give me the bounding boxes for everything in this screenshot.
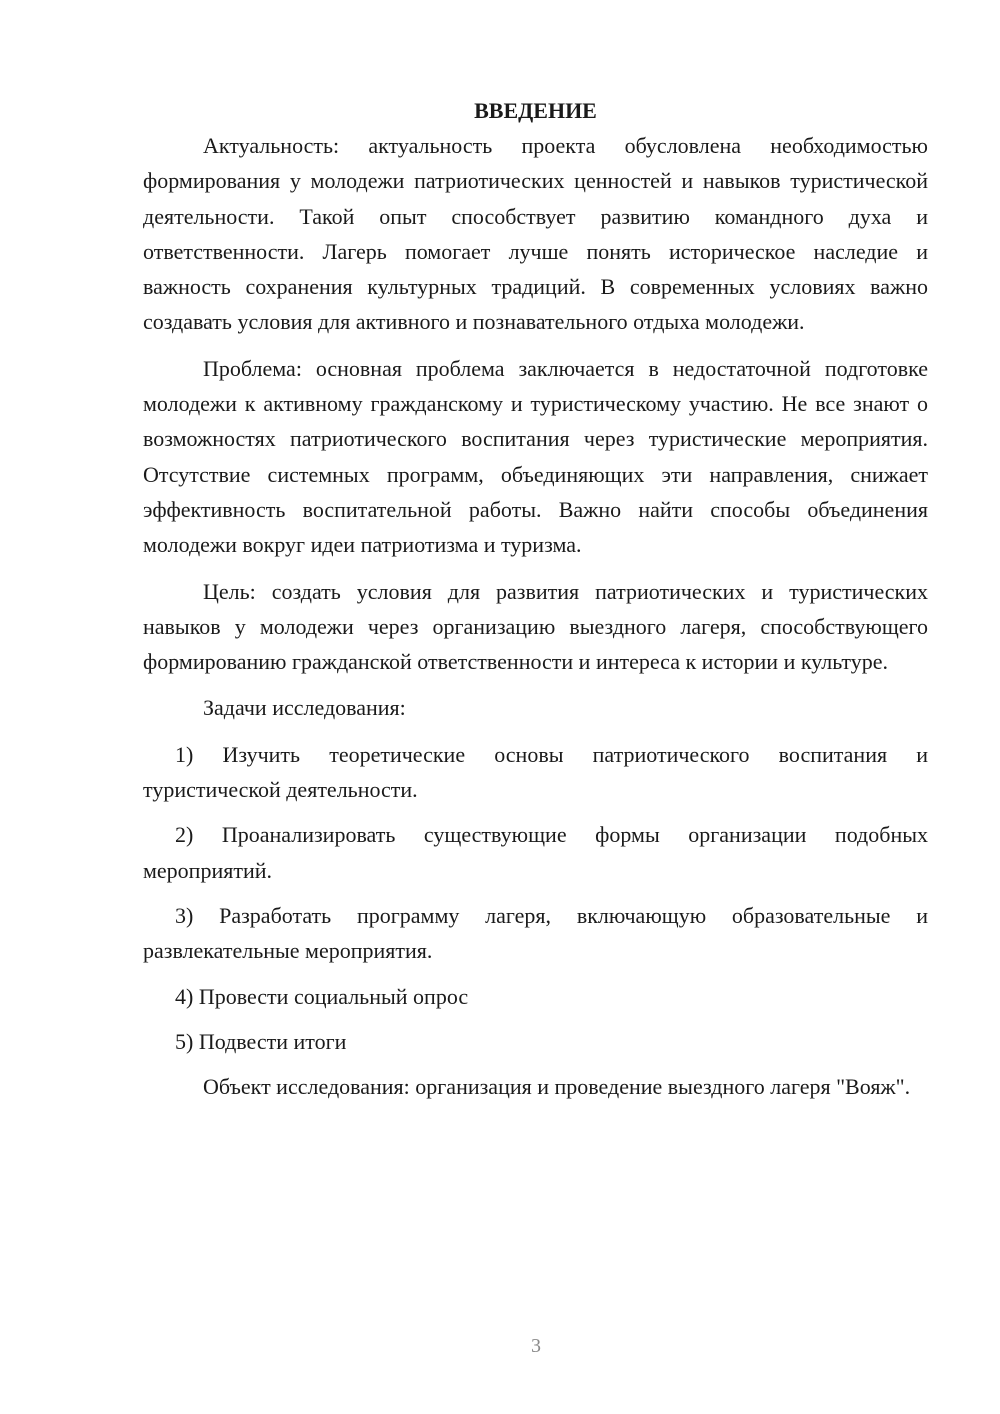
task-item-3: 3) Разработать программу лагеря, включающую образовательные и развлекательные мероприятия. (143, 902, 928, 964)
tasks-heading: Задачи исследования: (203, 695, 406, 721)
page-number: 3 (531, 1335, 541, 1357)
task-item-2: 2) Проанализировать существующие формы организации подобных мероприятий. (143, 822, 928, 883)
page-title: ВВЕДЕНИЕ (474, 98, 597, 123)
task-item-4: 4) Провести социальный опрос (175, 983, 469, 1009)
problem-paragraph: Проблема: основная проблема заключается в недостаточной подготовке молодежи к активному гражданскому и туристическому участию. Не все знают о возможностях патриотического воспитания через туристические мероприятия. Отсутствие системных программ, объединяющих эти направления, снижает эффективность воспитательной работы. Важно найти способы объединения молодежи вокруг идеи патриотизма и туризма. (143, 355, 928, 558)
goal-paragraph: Цель: создать условия для развития патриотических и туристических навыков у молодежи через организацию выездного лагеря, способствующего формированию гражданской ответственности и интереса к истории и культуре. (143, 578, 928, 675)
task-item-5: 5) Подвести итоги (175, 1028, 347, 1054)
task-item-1: 1) Изучить теоретические основы патриотического воспитания и туристической деятельности. (143, 741, 928, 803)
object-paragraph: Объект исследования: организация и проведение выездного лагеря "Вояж". (203, 1074, 911, 1100)
document-page (143, 96, 928, 1115)
relevance-paragraph: Актуальность: актуальность проекта обусловлена необходимостью формирования у молодежи патриотических ценностей и навыков туристической деятельности. Такой опыт способствует развитию командного духа и ответственности. Лагерь помогает лучше понять историческое наследие и важность сохранения культурных традиций. В современных условиях важно создавать условия для активного и познавательного отдыха молодежи. (143, 133, 928, 335)
